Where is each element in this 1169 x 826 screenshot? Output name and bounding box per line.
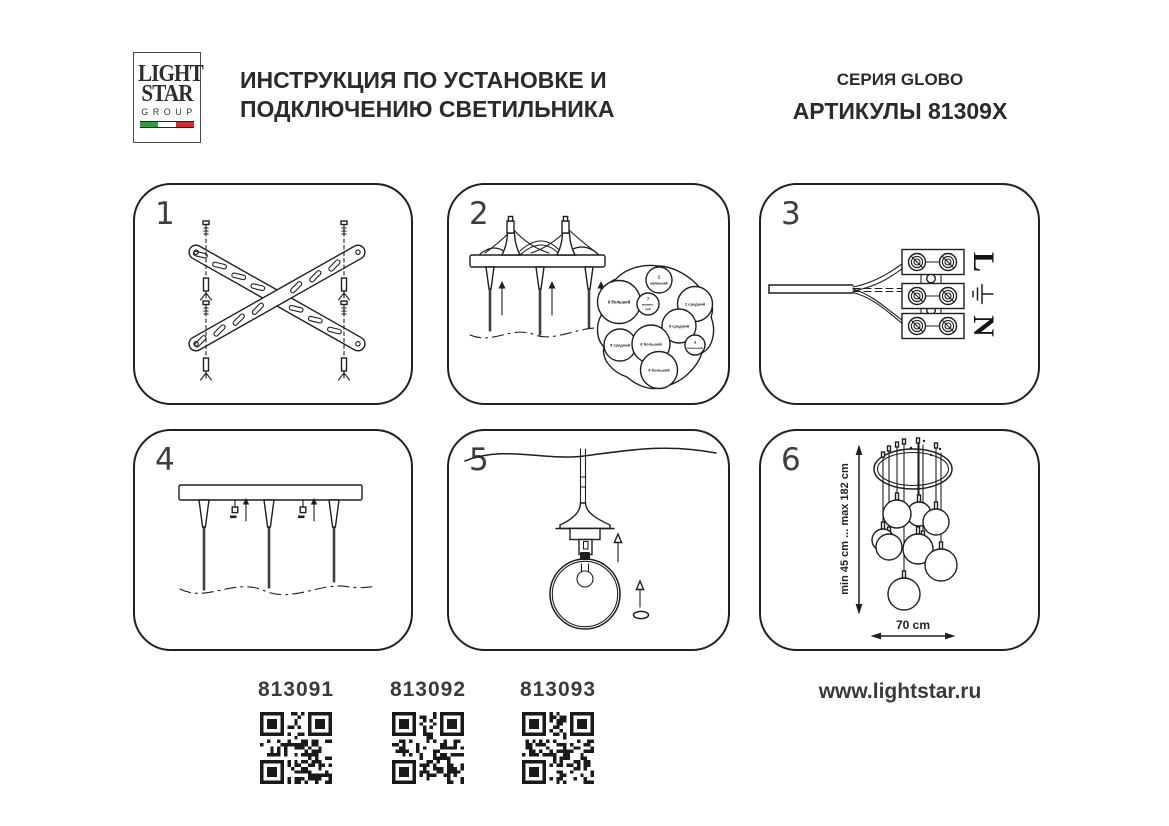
article-block xyxy=(358,678,498,789)
title-line-2: ПОДКЛЮЧЕНИЮ СВЕТИЛЬНИКА xyxy=(240,96,615,122)
flag-green xyxy=(140,122,158,127)
screw-icon xyxy=(298,498,317,521)
website-link: www.lightstar.ru xyxy=(818,680,982,703)
neutral-wire-label: N xyxy=(967,315,1000,337)
lightstar-logo xyxy=(133,52,201,143)
wiring-terminal-figure xyxy=(761,185,1042,407)
globe-label: 1 xyxy=(657,274,661,280)
series-block xyxy=(780,70,1020,125)
logo-word-light: LIGHT xyxy=(137,61,203,87)
arrow-up-icon xyxy=(614,534,621,562)
globe-label: 2 средний xyxy=(684,301,706,307)
title-line-1: ИНСТРУКЦИЯ ПО УСТАНОВКЕ И xyxy=(240,67,607,93)
globe-label: 5 средний xyxy=(609,342,631,348)
step-panel-5 xyxy=(447,429,730,651)
step-number-2: 2 xyxy=(469,196,489,232)
globe-label: кий xyxy=(645,306,651,311)
italy-flag-icon xyxy=(140,121,194,128)
globe-label: маленький xyxy=(650,281,668,286)
base-mounting-figure xyxy=(135,431,415,653)
articles-label: АРТИКУЛЫ 81309X xyxy=(792,98,1008,124)
flag-white xyxy=(158,122,176,127)
globe-label: маленький xyxy=(687,346,703,350)
step-panel-4 xyxy=(133,429,413,651)
step-panel-3 xyxy=(759,183,1040,405)
terminal-block xyxy=(902,284,964,309)
mounting-cross-figure xyxy=(135,185,415,407)
qr-code xyxy=(392,712,464,784)
page-title xyxy=(240,66,614,124)
step-panel-1 xyxy=(133,183,413,405)
assembled-fixture-figure xyxy=(761,431,1042,653)
height-dimension-label: min 45 cm ... max 182 cm xyxy=(839,463,851,595)
article-number: 813093 xyxy=(519,678,597,701)
globe-label: 9 средний xyxy=(668,323,690,329)
step-number-5: 5 xyxy=(469,442,489,478)
width-dimension xyxy=(871,618,956,639)
terminal-block xyxy=(902,250,964,275)
canopy-wiring-figure xyxy=(449,185,732,407)
globe-label: 8 большой xyxy=(640,341,662,347)
width-dimension-label: 70 cm xyxy=(895,618,931,632)
step-number-1: 1 xyxy=(155,196,175,232)
step-number-3: 3 xyxy=(781,196,801,232)
earth-icon xyxy=(973,285,993,304)
step-panel-6 xyxy=(759,429,1040,651)
article-block xyxy=(488,678,628,789)
article-number: 813092 xyxy=(389,678,467,701)
article-block xyxy=(226,678,366,789)
globe-label: 6 большой xyxy=(607,299,631,305)
terminal-block xyxy=(902,314,964,339)
logo-word-star: STAR xyxy=(141,81,193,107)
globe-label: 4 большой xyxy=(648,367,670,373)
series-label: СЕРИЯ GLOBO xyxy=(836,70,964,89)
step-number-6: 6 xyxy=(781,442,801,478)
qr-code xyxy=(260,712,332,784)
globe-label: 7 xyxy=(646,296,650,302)
globe-label: малень- xyxy=(641,302,655,307)
qr-code xyxy=(522,712,594,784)
globe-attachment-figure xyxy=(449,431,732,653)
flag-red xyxy=(176,122,194,127)
step-number-4: 4 xyxy=(155,442,175,478)
arrow-up-icon xyxy=(636,581,643,607)
step-panel-2 xyxy=(447,183,730,405)
globe-label: 3 xyxy=(693,339,697,345)
cord-grip-icon xyxy=(580,552,590,560)
screw-icon xyxy=(230,498,249,521)
retaining-ring-icon xyxy=(634,611,649,618)
live-wire-label: L xyxy=(967,251,1000,273)
height-dimension xyxy=(839,445,862,615)
article-number: 813091 xyxy=(257,678,335,701)
logo-word-group: GROUP xyxy=(141,107,197,117)
